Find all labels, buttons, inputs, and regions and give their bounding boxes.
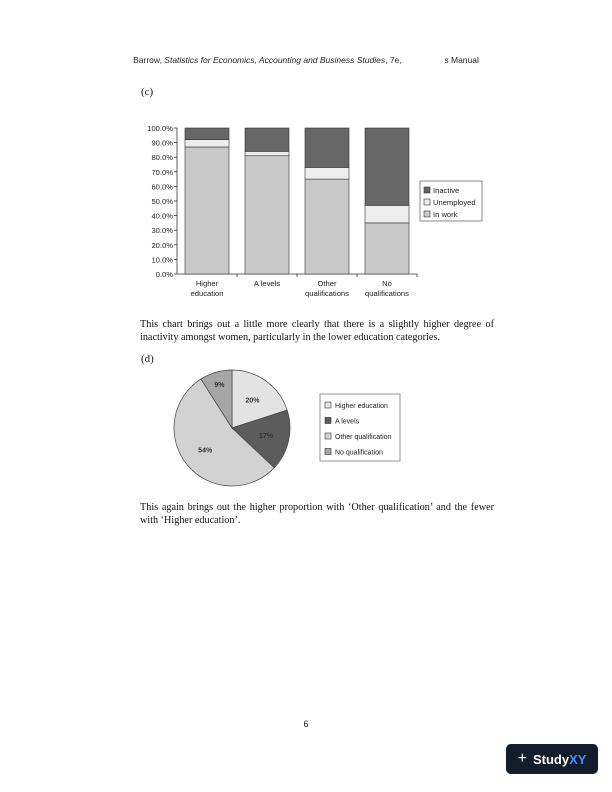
pie-data-label: 9%	[214, 382, 225, 390]
bar-segment-inactive	[245, 128, 289, 151]
bar-segment-in-work	[245, 156, 289, 274]
badge-brand-main: Study	[532, 751, 570, 767]
y-tick-label: 20.0%	[151, 240, 173, 250]
legend-label: Higher education	[335, 403, 388, 410]
badge-brand	[533, 752, 586, 767]
header-book-title: Statistics for Economics, Accounting and Business Studies	[164, 55, 386, 65]
y-tick-label: 10.0%	[151, 255, 173, 265]
legend-swatch	[325, 449, 331, 455]
x-tick-label: education	[190, 289, 224, 298]
legend-swatch	[424, 187, 430, 193]
y-tick-label: 80.0%	[151, 153, 173, 163]
legend-label: In work	[433, 210, 458, 219]
bar-segment-inactive	[365, 128, 409, 205]
y-tick-label: 60.0%	[151, 182, 173, 192]
page-header	[0, 55, 612, 65]
pie-data-label: 54%	[198, 447, 213, 455]
legend-swatch	[424, 199, 430, 205]
studyxy-badge[interactable]	[506, 744, 598, 774]
page-number: 6	[303, 719, 309, 729]
y-tick-label: 40.0%	[151, 211, 173, 221]
plus-icon: +	[517, 750, 527, 767]
header-manual: s Manual	[444, 55, 479, 65]
header-prefix: Barrow,	[133, 55, 165, 65]
section-d-label: (d)	[141, 353, 154, 365]
legend-swatch	[325, 402, 331, 408]
bar-segment-in-work	[365, 223, 409, 274]
legend-swatch	[325, 418, 331, 424]
x-tick-label: qualifications	[305, 289, 349, 298]
x-tick-label: qualifications	[365, 289, 409, 298]
header-edition: , 7e,	[385, 55, 402, 65]
y-tick-label: 100.0%	[147, 124, 173, 133]
bar-segment-unemployed	[185, 140, 229, 147]
legend-label: No qualification	[335, 449, 383, 457]
pie-chart	[0, 366, 612, 506]
legend-swatch	[325, 433, 331, 439]
legend-swatch	[424, 211, 430, 217]
legend-label: Unemployed	[433, 198, 476, 207]
bar-segment-in-work	[305, 179, 349, 274]
y-tick-label: 50.0%	[151, 197, 173, 206]
paragraph-1: This chart brings out a little more clearly that there is a slightly higher degree of inactivity amongst women, particularly in the lower education categories.	[140, 319, 494, 343]
legend-label: Inactive	[433, 186, 460, 195]
badge-brand-accent: XY	[569, 751, 587, 767]
x-tick-label: A levels	[253, 279, 281, 288]
y-tick-label: 70.0%	[151, 167, 173, 177]
paragraph-2: This again brings out the higher proportion with ‘Other qualification’ and the fewer with ‘Higher education’.	[140, 502, 494, 526]
pie-data-label: 20%	[245, 397, 260, 405]
x-tick-label: Higher	[195, 279, 219, 288]
x-tick-label: No	[382, 279, 392, 288]
pie-data-label: 17%	[258, 433, 273, 441]
legend-label: A levels	[335, 418, 360, 426]
y-tick-label: 0.0%	[155, 270, 173, 279]
legend-label: Other qualification	[335, 434, 392, 441]
x-tick-label: Other	[317, 279, 337, 288]
bar-segment-in-work	[185, 147, 229, 274]
bar-segment-inactive	[185, 128, 229, 140]
y-tick-label: 30.0%	[151, 226, 173, 236]
section-c-label: (c)	[141, 86, 154, 98]
bar-segment-inactive	[305, 128, 349, 167]
bar-segment-unemployed	[365, 205, 409, 223]
bar-segment-unemployed	[245, 151, 289, 155]
y-tick-label: 90.0%	[151, 138, 173, 148]
bar-segment-unemployed	[305, 167, 349, 179]
